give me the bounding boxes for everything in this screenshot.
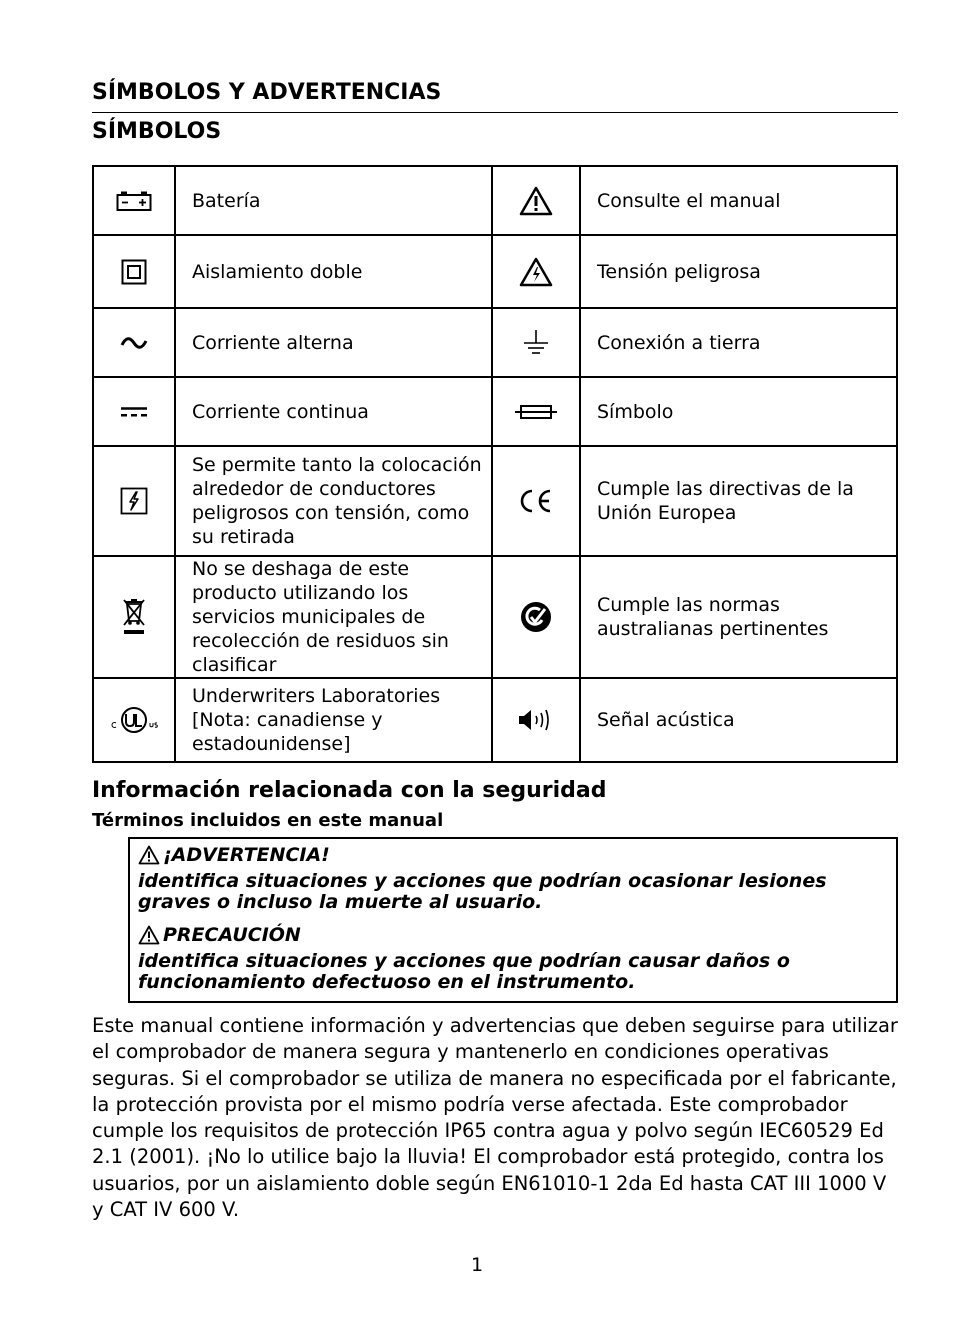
terms-box [128,837,898,1003]
body-paragraph: Este manual contiene información y advertencias que deben seguirse para utilizar el comprobador de manera segura y mantenerlo en condiciones operativas seguras. Si el comprobador se utiliza de manera no especificada por el fabricante, la protección provista por el mismo podría verse afectada. Este comprobador cumple los requisitos de protección IP65 contra agua y polvo según IEC60529 Ed 2.1 (2001). ¡No lo utilice bajo la lluvia! El comprobador está protegido, contra los usuarios, por un aislamiento doble según EN61010-1 2da Ed hasta CAT III 1000 V y CAT IV 600 V. [92,1014,898,1222]
symbol-text: Corriente alterna [175,308,492,377]
symbol-text: Señal acústica [580,678,897,762]
speaker-icon [492,678,580,762]
symbol-text: Se permite tanto la colocación alrededor de conductores peligrosos con tensión, como su retirada [175,446,492,556]
page-number: 1 [470,1254,484,1276]
dc-icon [93,377,175,446]
symbol-text: Tensión peligrosa [580,235,897,308]
live-conductor-icon [93,446,175,556]
warning-triangle-icon [492,166,580,235]
symbol-text: Conexión a tierra [580,308,897,377]
table-row [93,235,897,308]
terms-heading: Términos incluidos en este manual [92,810,444,831]
symbols-table [92,165,898,763]
symbol-text: Batería [175,166,492,235]
table-row [93,377,897,446]
table-row [93,678,897,762]
weee-bin-icon [93,556,175,678]
ac-wave-icon [93,308,175,377]
battery-icon [93,166,175,235]
symbol-text: No se deshaga de este producto utilizando los servicios municipales de recolección de residuos sin clasificar [175,556,492,678]
ground-icon [492,308,580,377]
ce-mark-icon [492,446,580,556]
symbol-text: Cumple las directivas de la Unión Europea [580,446,897,556]
caution-triangle-icon [138,925,160,945]
symbol-text: Underwriters Laboratories [Nota: canadiense y estadounidense] [175,678,492,762]
c-tick-icon [492,556,580,678]
warning-description: identifica situaciones y acciones que podrían ocasionar lesiones graves o incluso la muerte al usuario. [138,870,827,913]
fuse-icon [492,377,580,446]
symbol-text: Corriente continua [175,377,492,446]
symbol-text: Símbolo [580,377,897,446]
high-voltage-triangle-icon [492,235,580,308]
title-rule [92,112,898,113]
page-content [92,78,898,1223]
caution-label-text: PRECAUCIÓN [163,924,301,946]
section-title: SÍMBOLOS [92,119,222,144]
ul-mark-icon [93,678,175,762]
table-row [93,308,897,377]
symbol-text: Aislamiento doble [175,235,492,308]
page-title: SÍMBOLOS Y ADVERTENCIAS [92,80,442,105]
table-row [93,556,897,678]
warning-label [138,843,888,867]
warning-label-text: ¡ADVERTENCIA! [163,844,330,866]
caution-label [138,923,888,947]
symbol-text: Consulte el manual [580,166,897,235]
warning-triangle-icon [138,845,160,865]
table-row [93,166,897,235]
double-insulation-icon [93,235,175,308]
symbol-text: Cumple las normas australianas pertinentes [580,556,897,678]
caution-description: identifica situaciones y acciones que podrían causar daños o funcionamiento defectuoso en el instrumento. [138,950,790,993]
table-row [93,446,897,556]
safety-heading: Información relacionada con la seguridad [92,778,607,803]
